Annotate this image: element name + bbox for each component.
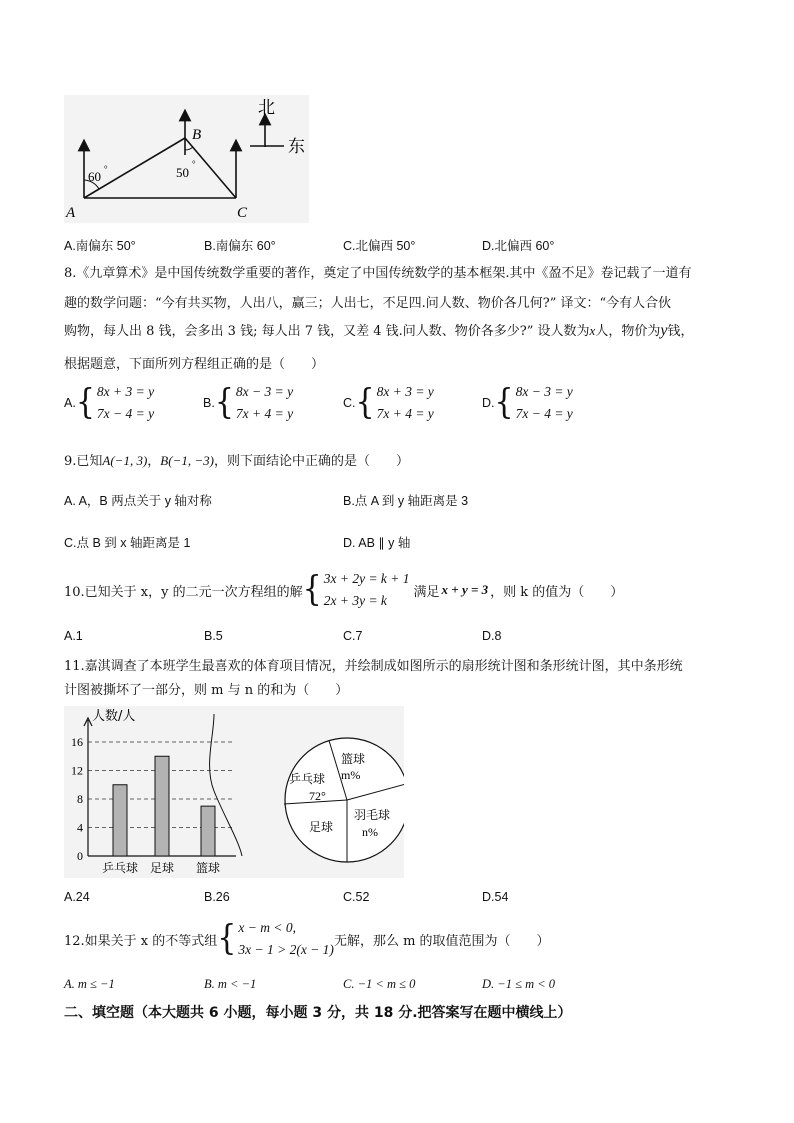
y-tick-label: 16 [71, 735, 83, 749]
bar-0 [113, 785, 127, 856]
q9-option-b[interactable]: B.点 A 到 y 轴距离是 3 [343, 494, 469, 508]
q7-option-d[interactable]: D.北偏西 60° [482, 239, 555, 253]
q12-option-a[interactable]: A. m ≤ −1 [64, 977, 115, 991]
point-b-label: B [192, 127, 202, 143]
q8-option-b[interactable]: B. { 8x − 3 = y 7x + 4 = y [203, 382, 294, 423]
section-2-heading: 二、填空题（本大题共 6 小题，每小题 3 分，共 18 分.把答案写在题中横线上） [64, 1005, 572, 1021]
q10-stem: 10.已知关于 x，y 的二元一次方程组的解 { 3x + 2y = k + 1 2x + 3y = k 满足 x + y = 3 ，则 k 的值为（ ） [64, 569, 624, 610]
q11-bar-chart [64, 706, 404, 878]
angle-a-label: 60 [88, 169, 101, 184]
pie-label-basketball-pct: m% [341, 768, 361, 782]
angle-b-label: 50 [176, 165, 189, 180]
pie-chart [284, 738, 404, 862]
bar-chart-svg [64, 706, 404, 878]
q11-option-c[interactable]: C.52 [343, 890, 370, 904]
q9-option-a[interactable]: A. A，B 两点关于 y 轴对称 [64, 494, 212, 508]
y-tick-label: 4 [77, 820, 83, 835]
q10-option-b[interactable]: B.5 [204, 629, 223, 643]
q9-stem: 9.已知A(−1, 3)，B(−1, −3)，则下面结论中正确的是（ ） [64, 453, 409, 469]
q12-option-d[interactable]: D. −1 ≤ m < 0 [482, 977, 556, 991]
segment-ab [84, 138, 185, 198]
y-tick-label: 0 [77, 849, 83, 863]
north-label: 北 [258, 98, 275, 118]
q8-stem-line4: 根据题意，下面所列方程组正确的是（ ） [64, 357, 325, 372]
q12-option-c[interactable]: C. −1 < m ≤ 0 [343, 977, 416, 991]
y-tick-label: 8 [77, 792, 83, 806]
point-a-label: A [66, 205, 76, 221]
angle-a-degree: ° [104, 164, 108, 174]
x-category-label: 篮球 [195, 861, 221, 875]
q7-option-c[interactable]: C.北偏西 50° [343, 239, 416, 253]
q10-option-a[interactable]: A.1 [64, 629, 83, 643]
q10-option-d[interactable]: D.8 [482, 629, 502, 643]
q11-option-a[interactable]: A.24 [64, 890, 90, 904]
pie-label-badminton-pct: n% [362, 825, 378, 839]
compass-diagram [64, 95, 309, 223]
q10-option-c[interactable]: C.7 [343, 629, 363, 643]
q8-option-d[interactable]: D. { 8x − 3 = y 7x − 4 = y [482, 382, 573, 423]
east-label: 东 [288, 137, 305, 157]
q11-option-d[interactable]: D.54 [482, 890, 509, 904]
q12-stem: 12.如果关于 x 的不等式组 { x − m < 0, 3x − 1 > 2(x − 1) 无解，那么 m 的取值范围为（ ） [64, 918, 550, 959]
y-axis-label: 人数/人 [92, 709, 136, 724]
y-tick-label: 12 [71, 763, 83, 778]
q7-option-b[interactable]: B.南偏东 60° [204, 239, 276, 253]
pie-label-football: 足球 [309, 820, 334, 834]
q9-option-d[interactable]: D. AB ∥ y 轴 [343, 536, 411, 550]
q11-option-b[interactable]: B.26 [204, 890, 230, 904]
q8-option-c[interactable]: C. { 8x + 3 = y 7x + 4 = y [343, 382, 434, 423]
q8-option-a[interactable]: A. { 8x + 3 = y 7x − 4 = y [64, 382, 155, 423]
angle-arc-b [185, 147, 193, 150]
q12-option-b[interactable]: B. m < −1 [204, 977, 257, 991]
bar-1 [155, 756, 169, 856]
q11-stem-line1: 11.嘉淇调查了本班学生最喜欢的体育项目情况，并绘制成如图所示的扇形统计图和条形统计图，其中条形统 [64, 659, 683, 674]
q9-option-c[interactable]: C.点 B 到 x 轴距离是 1 [64, 536, 191, 550]
q8-stem-line3: 购物，每人出 8 钱，会多出 3 钱; 每人出 7 钱，又差 4 钱.问人数、物价各多少?” 设人数为x人，物价为y钱， [64, 322, 694, 339]
pie-label-pingpong: 乒乓球 [289, 772, 326, 786]
q8-stem-line2: 趣的数学问题：“今有共买物，人出八，赢三；人出七，不足四.问人数、物价各几何?” 译文：“今有人合伙 [64, 296, 672, 311]
x-category-label: 足球 [149, 861, 175, 875]
pie-label-pingpong-angle: 72° [309, 789, 326, 803]
pie-label-basketball: 篮球 [341, 752, 366, 766]
q11-stem-line2: 计图被撕坏了一部分，则 m 与 n 的和为（ ） [64, 683, 349, 698]
point-c-label: C [237, 205, 248, 221]
q7-figure [64, 95, 309, 223]
angle-b-degree: ° [192, 159, 196, 169]
x-category-label: 乒乓球 [101, 861, 139, 875]
q8-stem-line1: 8.《九章算术》是中国传统数学重要的著作，奠定了中国传统数学的基本框架.其中《盈不足》卷记载了一道有 [64, 266, 692, 281]
q7-option-a[interactable]: A.南偏东 50° [64, 239, 136, 253]
pie-label-badminton: 羽毛球 [354, 808, 391, 822]
bar-2 [201, 806, 215, 856]
